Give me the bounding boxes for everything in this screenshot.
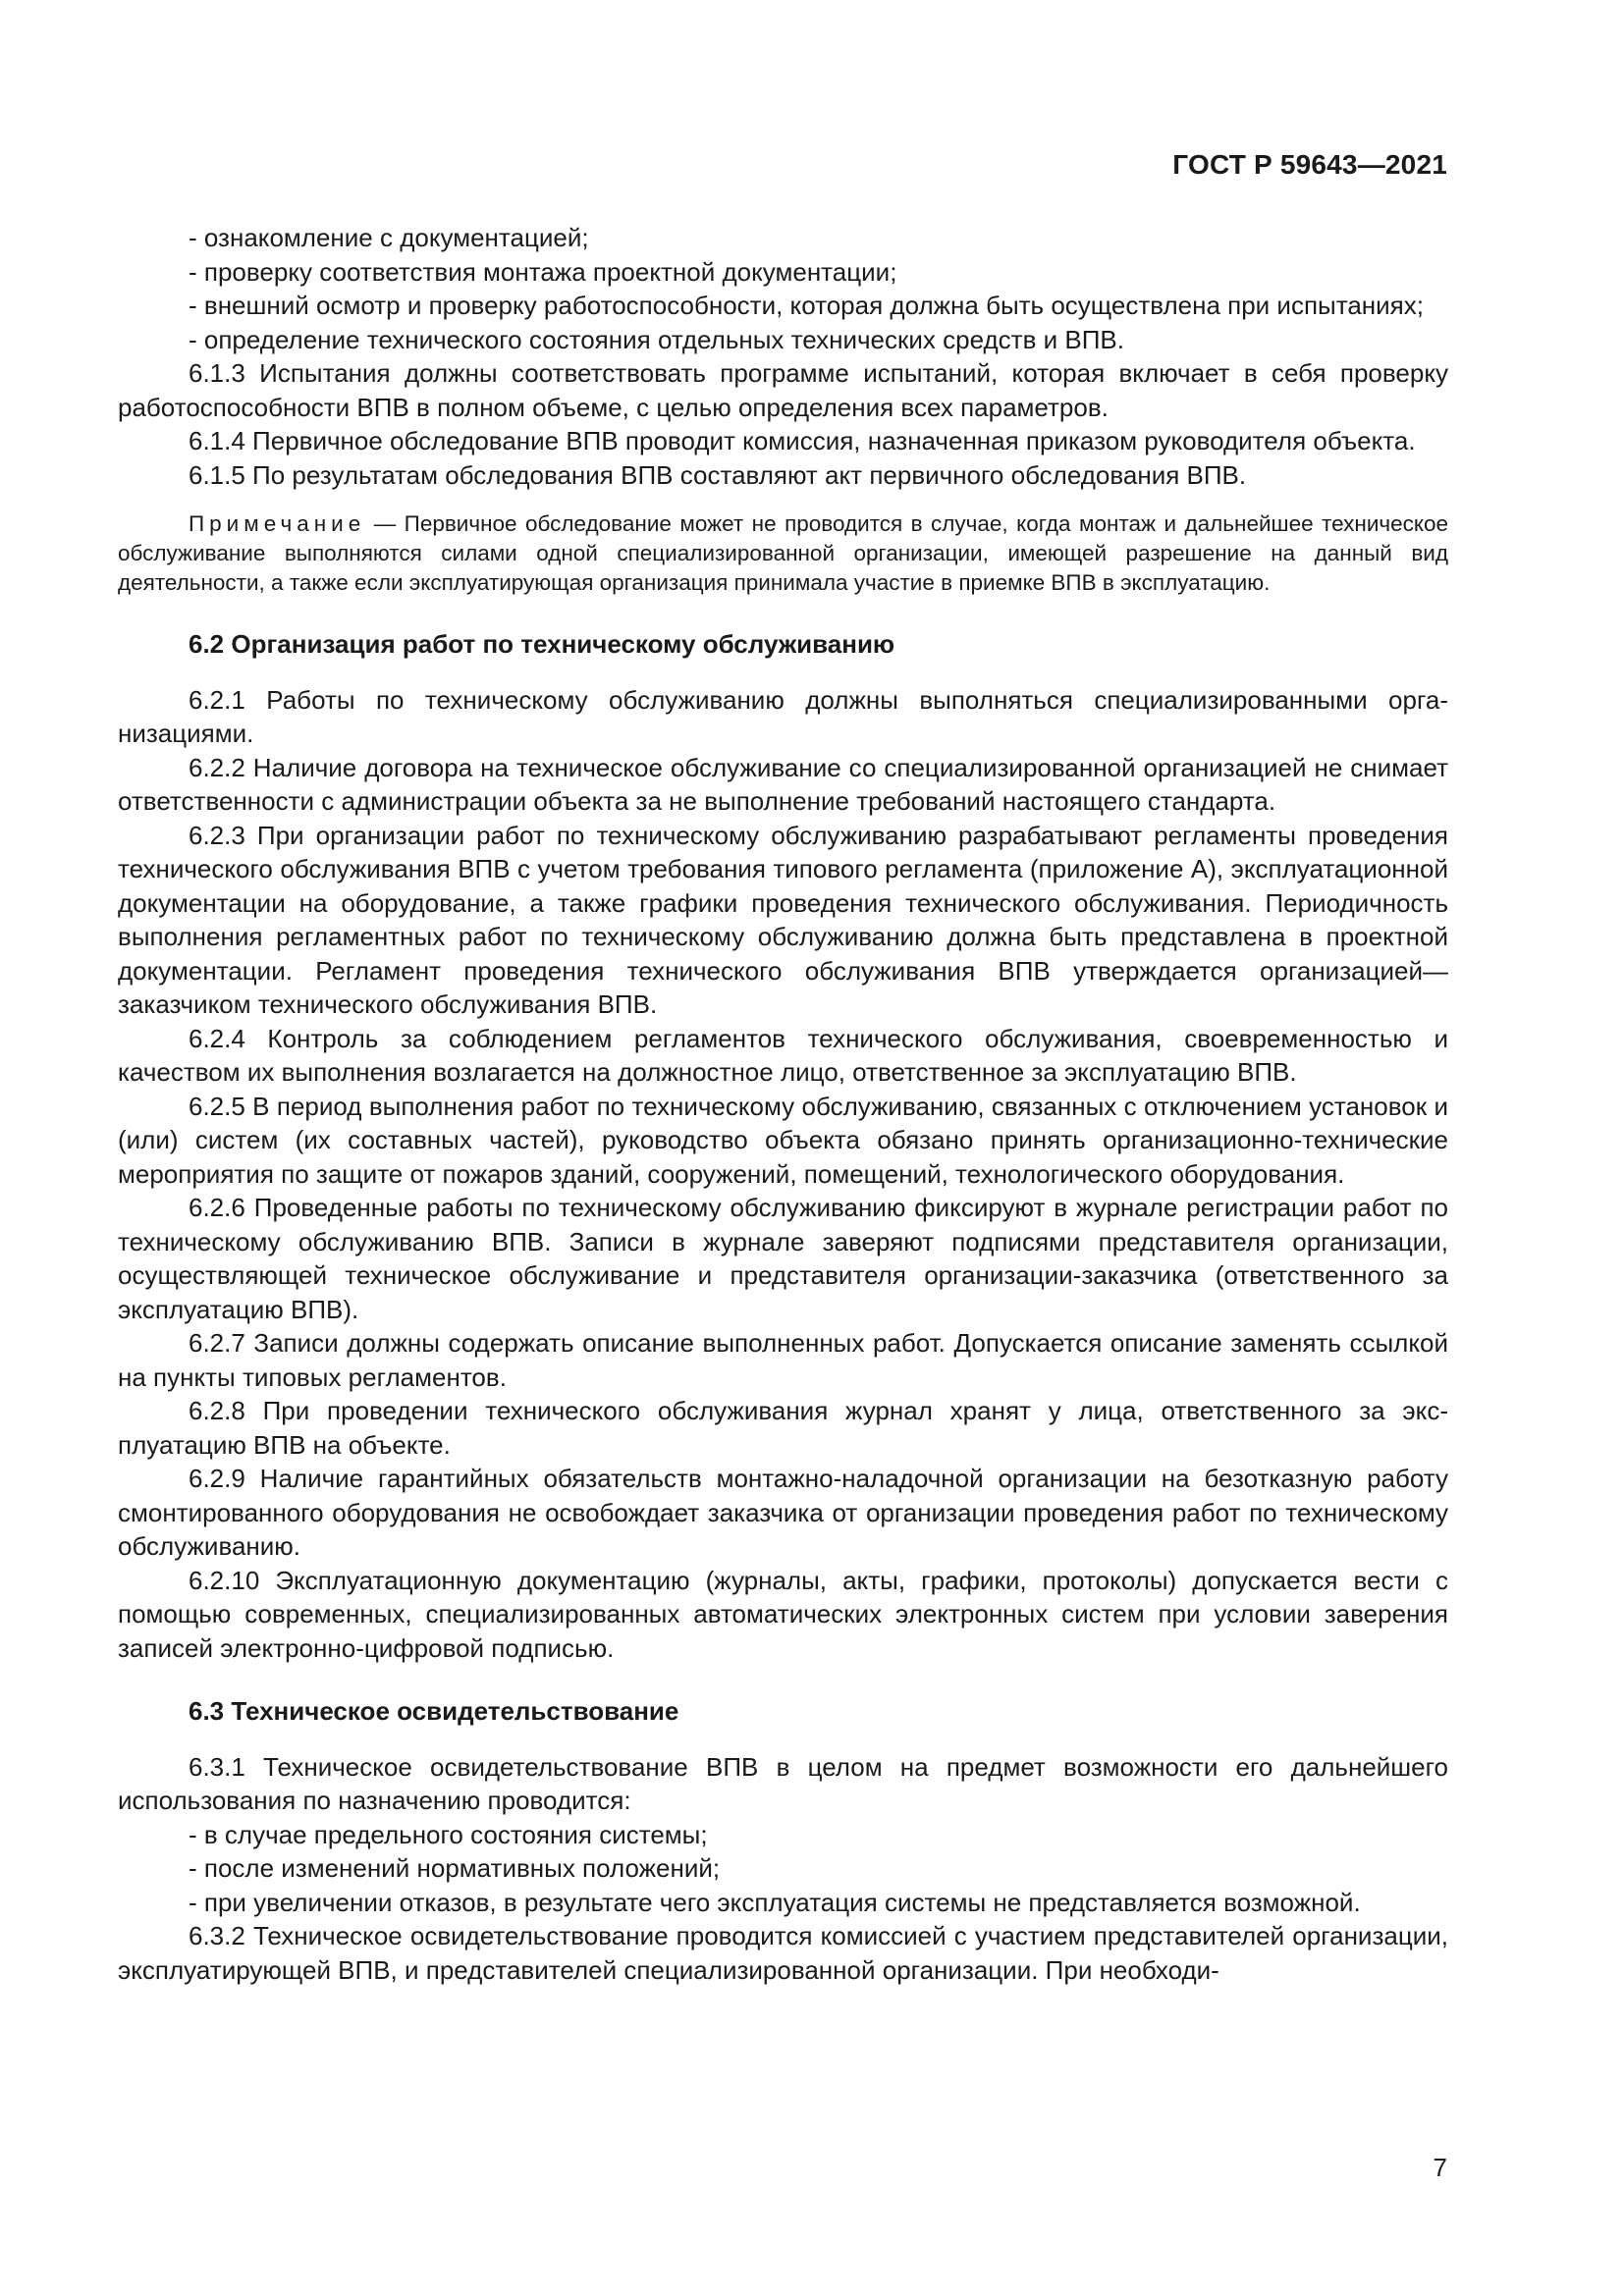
section-heading-6-2: 6.2 Организация работ по техническому обслуживанию [189, 629, 895, 659]
paragraph-6-2-4: 6.2.4 Контроль за соблюдением регламентов технического обслуживания, своевременностью и качеством их выполнения возлагается на должностное лицо, ответственное за эксплуатацию ВПВ. [118, 1023, 1448, 1087]
paragraph-6-2-3: 6.2.3 При организации работ по техническому обслуживанию разрабатывают регламенты проведения технического обслуживания ВПВ с учетом требования типового регламента (приложение А), эксплуатационной документации на оборудование, а также графики проведения технического обслуживания. Периодичность выполнения регламентных работ по техническому обслуживанию должна быть представлена в проектной документации. Регламент проведения технического обслуживания ВПВ утверждается организацией—заказчиком технического обслуживания ВПВ. [118, 820, 1448, 1019]
paragraph-6-2-1: 6.2.1 Работы по техническому обслуживанию должны выполняться специализированными организациями. [118, 684, 1448, 748]
paragraph-6-3-2: 6.3.2 Техническое освидетельствование проводится комиссией с участием представителей организации, эксплуатирующей ВПВ, и представителей специализированной организации. При необходи- [118, 1921, 1448, 1985]
list-item: - в случае предельного состояния системы; [189, 1819, 708, 1849]
section-heading-6-3: 6.3 Техническое освидетельствование [189, 1696, 679, 1726]
paragraph-6-2-8: 6.2.8 При проведении технического обслуживания журнал хранят у лица, ответственного за эксплуатацию ВПВ на объекте. [118, 1396, 1448, 1460]
list-item: - внешний осмотр и проверку работоспособности, которая должна быть осуществлена при испытаниях; [189, 291, 1424, 320]
paragraph-6-3-1: 6.3.1 Техническое освидетельствование ВПВ в целом на предмет возможности его дальнейшего использования по назначению проводится: [118, 1751, 1448, 1815]
list-item: - при увеличении отказов, в результате чего эксплуатация системы не представляется возможной. [189, 1887, 1361, 1917]
paragraph-6-2-5: 6.2.5 В период выполнения работ по техническому обслуживанию, связанных с отключением установок и (или) систем (их составных частей), руководство объекта обязано принять организационно-технические мероприятия по защите от пожаров зданий, сооружений, помещений, технологического оборудования. [118, 1091, 1448, 1189]
paragraph-6-1-3: 6.1.3 Испытания должны соответствовать программе испытаний, которая включает в себя проверку работоспособности ВПВ в полном объеме, с целью определения всех параметров. [118, 358, 1448, 422]
note [118, 509, 1448, 598]
paragraph-6-2-2: 6.2.2 Наличие договора на техническое обслуживание со специализированной организацией не снимает ответственности с администрации объекта за не выполнение требований настоящего стандарта. [118, 752, 1448, 816]
paragraph-6-2-6: 6.2.6 Проведенные работы по техническому обслуживанию фиксируют в журнале регистрации работ по техническому обслуживанию ВПВ. Записи в журнале заверяют подписями представителя организации, осуществляющей техническое обслуживание и представителя организации-заказчика (ответственного за эксплуатацию ВПВ). [118, 1193, 1448, 1324]
note-label: Примечание [189, 511, 366, 536]
paragraph-6-1-5: 6.1.5 По результатам обследования ВПВ составляют акт первичного обследования ВПВ. [189, 459, 1247, 490]
standard-header: ГОСТ Р 59643—2021 [1172, 149, 1447, 180]
page-number: 7 [1433, 2153, 1447, 2182]
list-item: - после изменений нормативных положений; [189, 1853, 721, 1883]
document-body [118, 221, 1448, 1987]
paragraph-6-2-10: 6.2.10 Эксплуатационную документацию (журналы, акты, графики, протоколы) допускается вести с помощью современных, специализированных автоматических электронных систем при условии заверения записей электронно-цифровой подписью. [118, 1565, 1448, 1663]
list-item: - ознакомление с документацией; [189, 223, 589, 252]
paragraph-6-1-4: 6.1.4 Первичное обследование ВПВ проводит комиссия, назначенная приказом руководителя объекта. [189, 426, 1416, 455]
list-item: - определение технического состояния отдельных технических средств и ВПВ. [189, 324, 1124, 354]
list-item: - проверку соответствия монтажа проектной документации; [189, 256, 897, 287]
paragraph-6-2-7: 6.2.7 Записи должны содержать описание выполненных работ. Допускается описание заменять ссылкой на пункты типовых регламентов. [118, 1328, 1448, 1392]
note-text: — Первичное обследование может не проводится в случае, когда монтаж и дальнейшее техническое обслуживание выполняются силами одной специализированной организации, имеющей разрешение на данный вид деятельности, а также если эксплуатирующая организация принимала участие в приемке ВПВ в эксплуатацию. [118, 511, 1448, 595]
paragraph-6-2-9: 6.2.9 Наличие гарантийных обязательств монтажно-наладочной организации на безотказную работу смонтированного оборудования не освобождает заказчика от организации проведения работ по техническому обслуживанию. [118, 1464, 1448, 1561]
